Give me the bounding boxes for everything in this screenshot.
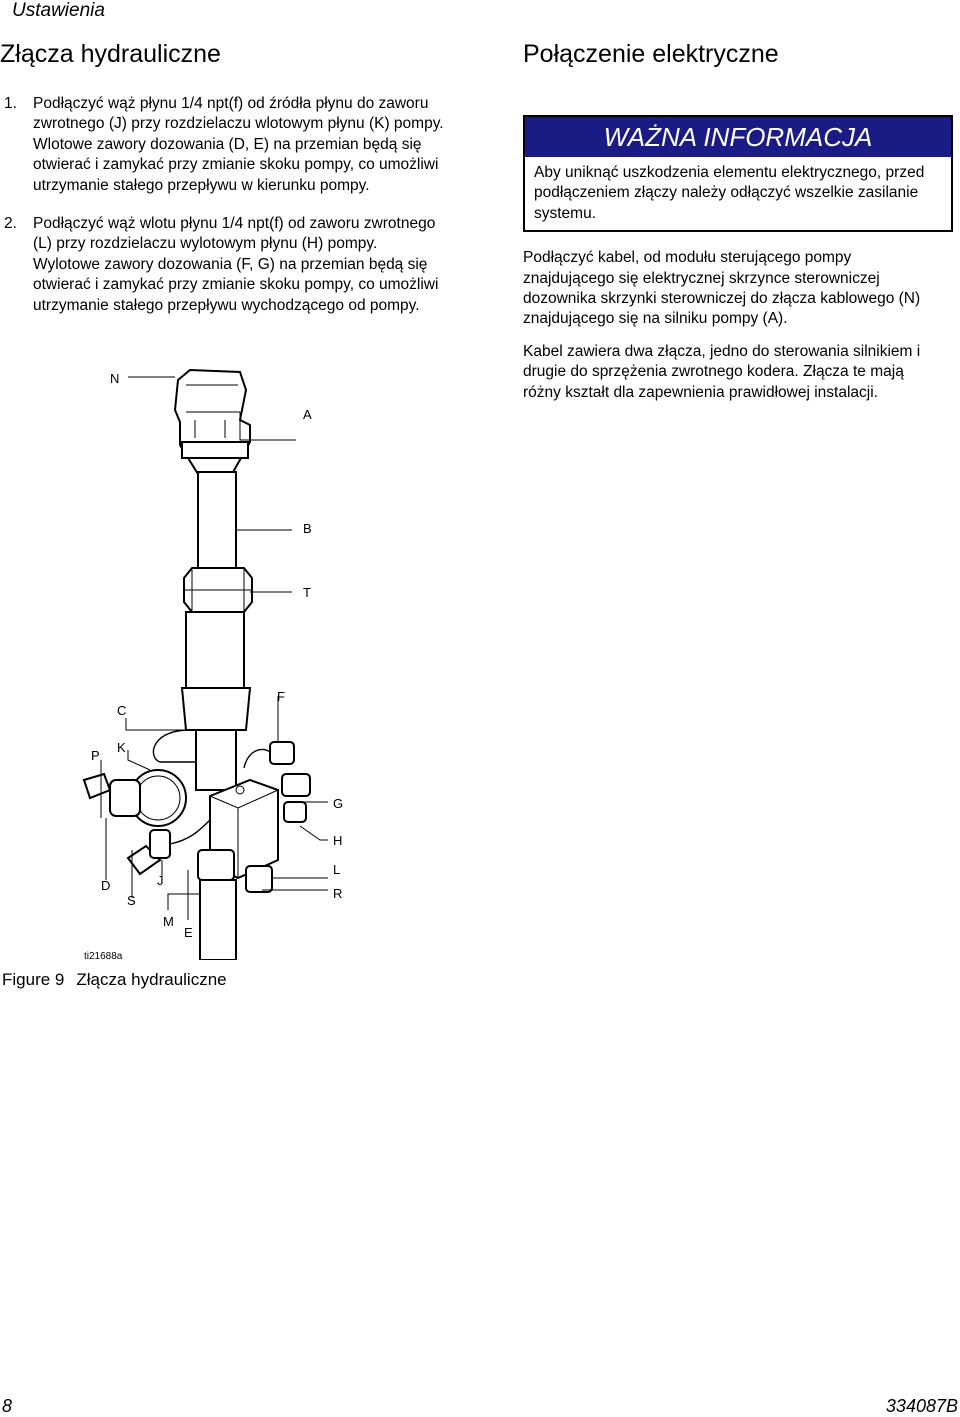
callout-f: F <box>277 689 285 704</box>
notice-text: Aby uniknąć uszkodzenia elementu elektrycznego, przed podłączeniem złączy należy odłączyć wszelkie zasilanie systemu. <box>534 164 925 222</box>
callout-g: G <box>333 796 344 811</box>
callout-l: L <box>333 862 341 877</box>
notice-title: WAŻNA INFORMACJA <box>525 117 951 157</box>
page-number: 8 <box>2 1396 13 1416</box>
callout-c: C <box>117 703 127 718</box>
step-item <box>0 214 448 316</box>
hex-nut <box>184 568 252 612</box>
callout-s: S <box>127 893 136 908</box>
section-label: Ustawienia <box>12 0 105 21</box>
pump-column-lower <box>186 612 244 692</box>
callout-e: E <box>184 925 193 940</box>
callout-h: H <box>333 833 343 848</box>
callout-d: D <box>101 878 111 893</box>
step-text: Podłączyć wąż wlotu płynu 1/4 npt(f) od zaworu zwrotnego (L) przy rozdzielaczu wylotowym płynu (H) pompy. Wylotowe zawory dozowania (F, G) na przemian będą się otwierać i zamykać przy zmianie skoku pompy, co umożliwi utrzymanie stałego przepływu wychodzącego od pompy. <box>33 215 439 314</box>
step-number: 2. <box>4 215 17 233</box>
callout-m: M <box>163 914 174 929</box>
figure-caption-label: Figure 9 <box>2 970 65 989</box>
callout-n: N <box>110 371 120 386</box>
hydraulic-steps <box>0 94 470 316</box>
bottom-fittings <box>198 850 272 960</box>
hydraulic-section <box>0 40 470 334</box>
handle-loop <box>153 730 196 762</box>
pump-body <box>196 730 236 790</box>
pump-column-upper <box>198 472 236 572</box>
callout-t: T <box>303 585 311 600</box>
callout-j: J <box>157 873 164 888</box>
electrical-paragraph-1: Podłączyć kabel, od modułu sterującego pompy znajdującego się elektrycznej skrzynce sterowniczej dozownika skrzynki sterowniczej do złącza kablowego (N) znajdującego się na silniku pompy (A). <box>523 249 921 328</box>
document-number: 334087B <box>885 1396 958 1416</box>
step-number: 1. <box>4 95 17 112</box>
callout-b: B <box>303 521 312 536</box>
pump-diagram <box>0 350 470 960</box>
callout-a: A <box>303 407 312 422</box>
figure-caption <box>2 970 227 990</box>
callout-k: K <box>117 740 126 755</box>
figure-caption-text: Złącza hydrauliczne <box>76 970 227 989</box>
electrical-section <box>523 40 953 403</box>
pump-collar <box>182 688 250 730</box>
callout-r: R <box>333 886 343 901</box>
step-item <box>0 94 448 196</box>
hydraulic-heading: Złącza hydrauliczne <box>0 40 221 68</box>
motor-connector <box>175 370 250 474</box>
pressure-gauge <box>84 770 186 826</box>
electrical-paragraph-2: Kabel zawiera dwa złącza, jedno do sterowania silnikiem i drugie do sprzężenia zwrotnego kodera. Złącza te mają różny kształt dla zapewnienia prawidłowej instalacji. <box>523 342 921 401</box>
callout-p: P <box>91 748 100 763</box>
step-text: Podłączyć wąż płynu 1/4 npt(f) od źródła płynu do zaworu zwrotnego (J) przy rozdzielaczu wlotowym płynu (K) pompy. Wlotowe zawory dozowania (D, E) na przemian będą się otwierać i zamykać przy zmianie skoku pompy, co umożliwi utrzymanie stałego przepływu w kierunku pompy. <box>33 95 444 194</box>
figure-id: ti21688a <box>84 951 123 962</box>
notice-box <box>523 115 953 232</box>
electrical-heading: Połączenie elektryczne <box>523 40 779 68</box>
